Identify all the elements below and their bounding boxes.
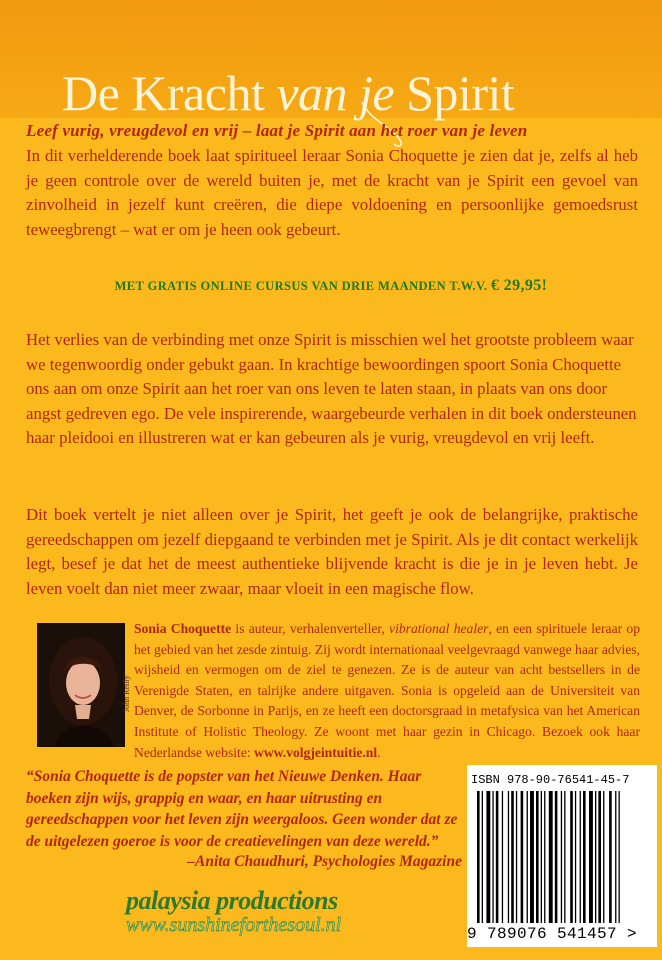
barcode-bar <box>603 791 604 923</box>
barcode-bar <box>508 791 509 923</box>
bio-end: . <box>377 744 381 760</box>
barcode-bar <box>575 791 576 923</box>
barcode-bar <box>492 791 493 923</box>
barcode-bar <box>527 791 528 923</box>
tagline: Leef vurig, vreugdevol en vrij – laat je Spirit aan het roer van je leven <box>26 121 528 140</box>
barcode-bar <box>482 791 483 923</box>
barcode-bar <box>530 791 534 923</box>
barcode-bar <box>580 791 581 923</box>
author-website: www.volgjeintuitie.nl <box>254 744 378 760</box>
barcode-bar <box>549 791 553 923</box>
paragraph-2: Het verlies van de verbinding met onze Spirit is misschien wel het grootste probleem waar we tegenwoordig onder gebukt gaan. In krachtige bewoordingen spoort Sonia Choquette ons aan om onze Spirit aan het roer van ons leven te laten staan, in plaats van ons door angst gedreven ego. De vele inspirerende, waargebeurde verhalen in dit boek ondersteunen haar pleidooi en illustreren wat er kan gebeuren als je vurig, vreugdevol en vrij leeft. <box>26 330 637 447</box>
barcode-bar <box>564 791 565 923</box>
barcode-bar <box>619 791 620 923</box>
isbn-label: ISBN 978-90-76541-45-7 <box>471 773 630 787</box>
intro-paragraph: In dit verhelderende boek laat spiritueel leraar Sonia Choquette je zien dat je, zelfs al heb je geen controle over de wereld buiten je, met de kracht van je Spirit een gevoel van zinvolheid in jezelf kunt creëren, die diepe voldoening en persoonlijke gemoedsrust teweegbrengt – wat er om je heen ook gebeurt. <box>26 146 638 239</box>
author-bio <box>134 619 640 763</box>
title-part-1: De Kracht <box>62 65 277 121</box>
bio-text-2: , en een spirituele leraar op het gebied van het zesde zintuig. Zij wordt internationaal veelgevraagd vanwege haar advies, wijsheid en vermogen om de ziel te genezen. Ze is de auteur van acht bestsellers in de Verenigde Staten, en talrijke andere uitgaven. Sonia is opgeleid aan de Universiteit van Denver, de Sorbonne in Parijs, en ze heeft een doctorsgraad in metafysica van het American Institute of Holistic Theology. Ze woont met haar gezin in Chicago. Bezoek ook haar Nederlandse website: <box>134 621 640 760</box>
barcode-bar <box>615 791 616 923</box>
bio-role: vibrational healer <box>389 621 489 636</box>
offer-price: € 29,95! <box>490 277 548 294</box>
bio-text-1: is auteur, verhalenverteller, <box>231 621 390 636</box>
isbn-barcode-box <box>467 765 657 947</box>
publisher-logo: palaysia productions <box>126 886 338 915</box>
barcode-digits: 9 789076 541457 > <box>467 925 638 943</box>
barcode-bar <box>511 791 514 923</box>
book-title <box>62 64 514 122</box>
endorsement-quote: “Sonia Choquette is de popster van het Nieuwe Denken. Haar boeken zijn wijs, grappig en waar, en haar uitrusting en gereedschappen voor het leven zijn weergaloos. Geen wonder dat ze de uitgelezen goeroe is voor de creatievelingen van deze wereld.” <box>26 768 458 850</box>
barcode-bar <box>536 791 539 923</box>
photo-credit: John Reilly <box>122 675 131 712</box>
author-photo <box>37 623 125 747</box>
barcode-bar <box>496 791 499 923</box>
barcode-bar <box>486 791 490 923</box>
barcode-bar <box>502 791 503 923</box>
barcode-bar <box>570 791 573 923</box>
online-course-offer <box>0 277 662 295</box>
quote-attribution: –Anita Chaudhuri, Psychologies Magazine <box>187 853 462 870</box>
title-part-3: Spirit <box>394 65 515 121</box>
barcode-bar <box>598 791 601 923</box>
barcode-bar <box>583 791 586 923</box>
barcode-bar <box>609 791 612 923</box>
barcode-bar <box>561 791 562 923</box>
barcode-bar <box>516 791 517 923</box>
paragraph-3: Dit boek vertelt je niet alleen over je Spirit, het geeft je ook de belangrijke, praktische gereedschappen om jezelf diepgaand te verbinden met je Spirit. Als je dit contact werkelijk legt, besef je dat het de meest authentieke blijvende kracht is die je in je leven hebt. Je leven voelt dan niet meer zwaar, maar vloeit in een magische flow. <box>26 505 638 598</box>
title-italic-part: van je <box>276 65 395 121</box>
barcode-bar <box>595 791 596 923</box>
barcode-bar <box>544 791 545 923</box>
barcode-bar <box>555 791 558 923</box>
barcode-bars <box>473 791 651 923</box>
publisher-url: www.sunshineforthesoul.nl <box>126 914 342 936</box>
offer-text: MET GRATIS ONLINE CURSUS VAN DRIE MAANDEN T.W.V. <box>114 279 491 293</box>
barcode-bar <box>521 791 524 923</box>
barcode-bar <box>541 791 542 923</box>
barcode-bar <box>477 791 480 923</box>
author-name: Sonia Choquette <box>134 621 232 636</box>
barcode-bar <box>589 791 593 923</box>
